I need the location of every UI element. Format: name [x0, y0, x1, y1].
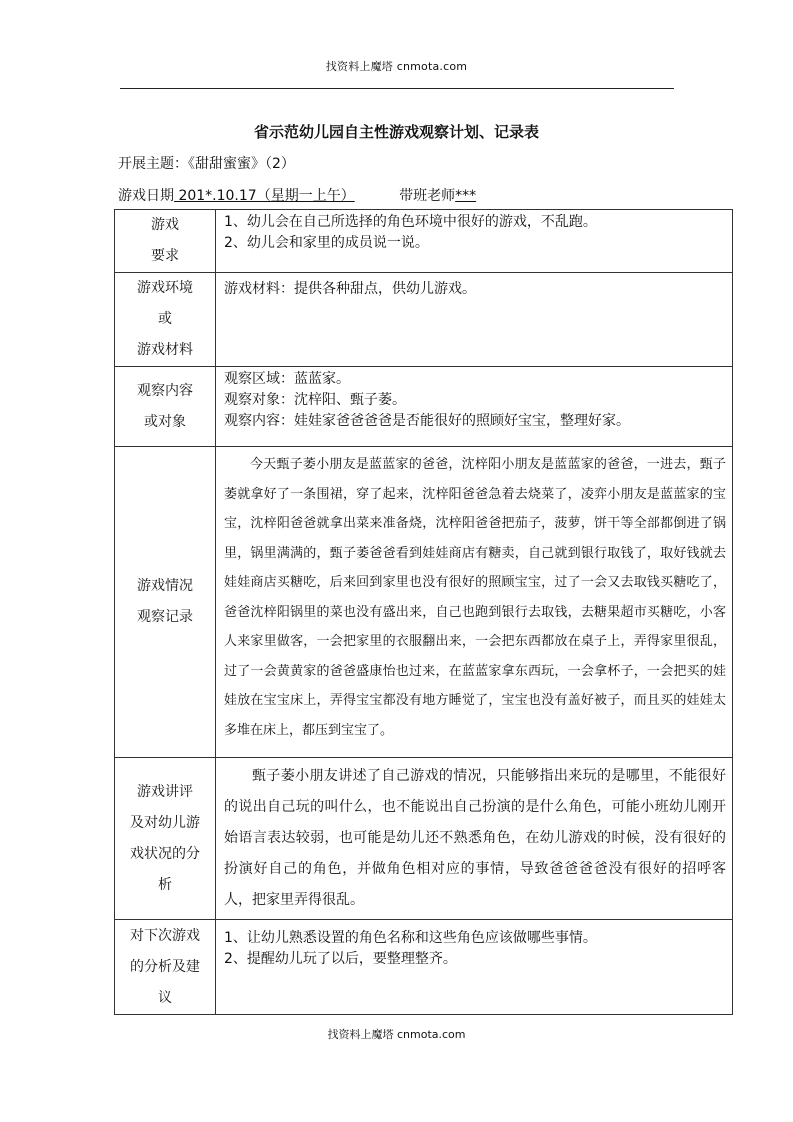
- theme-line: [118, 153, 295, 173]
- table-row-observation: [115, 367, 733, 447]
- document-title: 省示范幼儿园自主性游戏观察计划、记录表: [253, 123, 539, 141]
- observation-line: 观察内容：娃娃家爸爸爸爸是否能很好的照顾好宝宝，整理好家。: [224, 413, 630, 429]
- label-requirements: 游戏 要求: [115, 210, 216, 273]
- content-observation: [216, 367, 733, 447]
- environment-line: 游戏材料：提供各种甜点，供幼儿游戏。: [224, 281, 476, 297]
- label-observation: 观察内容 或对象: [115, 367, 216, 447]
- record-paragraph: 今天甄子萎小朋友是蓝蓝家的爸爸，沈梓阳小朋友是蓝蓝家的爸爸，一进去，甄子萎就拿好了一条围裙，穿了起来，沈梓阳爸爸急着去烧菜了，凌弈小朋友是蓝蓝家的宝宝，沈梓阳爸爸就拿出菜来准备烧，沈梓阳爸爸把茄子，菠萝，饼干等全部都倒进了锅里，锅里满满的，甄子萎爸爸看到娃娃商店有糖卖，自己就到银行取钱了，取好钱就去娃娃商店买糖吃，后来回到家里也没有很好的照顾宝宝，过了一会又去取钱买糖吃了，爸爸沈梓阳锅里的菜也没有盛出来，自己也跑到银行去取钱，去糖果超市买糖吃，小客人来家里做客，一会把家里的衣服翻出来，一会把东西都放在桌子上，弄得家里很乱，过了一会黄黄家的爸爸盛康怡也过来，在蓝蓝家拿东西玩，一会拿杯子，一会把买的娃娃放在宝宝床上，弄得宝宝都没有地方睡觉了，宝宝也没有盖好被子，而且买的娃娃太多堆在床上，都压到宝宝了。: [224, 457, 726, 738]
- next-line: 1、让幼儿熟悉设置的角色名称和这些角色应该做哪些事情。: [224, 930, 597, 946]
- header-divider: [120, 88, 674, 89]
- table-row-requirements: [115, 210, 733, 273]
- teacher-label: 带班老师: [399, 188, 456, 204]
- theme-value: 《甜甜蜜蜜》（2）: [188, 156, 295, 172]
- table-row-analysis: [115, 758, 733, 920]
- label-analysis: 游戏讲评 及对幼儿游 戏状况的分 析: [115, 758, 216, 920]
- requirement-line: 2、幼儿会和家里的成员说一说。: [224, 235, 429, 251]
- requirement-line: 1、幼儿会在自己所选择的角色环境中很好的游戏，不乱跑。: [224, 214, 597, 230]
- label-next: 对下次游戏 的分析及建 议: [115, 920, 216, 1015]
- analysis-paragraph: 甄子萎小朋友讲述了自己游戏的情况，只能够指出来玩的是哪里，不能很好的说出自己玩的叫什么，也不能说出自己扮演的是什么角色，可能小班幼儿刚开始语言表达较弱，也可能是幼儿还不熟悉角色，在幼儿游戏的时候，没有很好的扮演好自己的角色，并做角色相对应的事情，导致爸爸爸爸没有很好的招呼客人，把家里弄得很乱。: [224, 768, 726, 908]
- date-label: 游戏日期: [118, 188, 174, 204]
- theme-label: 开展主题：: [118, 156, 188, 172]
- table-row-environment: [115, 273, 733, 367]
- label-record: 游戏情况 观察记录: [115, 447, 216, 758]
- date-value: 201*.10.17（星期一上午）: [174, 188, 355, 204]
- page-header: 找资料上魔塔 cnmota.com: [325, 60, 468, 73]
- teacher-value: ***: [455, 188, 477, 204]
- page-footer: 找资料上魔塔 cnmota.com: [327, 1028, 466, 1041]
- content-next: [216, 920, 733, 1015]
- content-record: [216, 447, 733, 758]
- next-line: 2、提醒幼儿玩了以后，要整理整齐。: [224, 951, 457, 967]
- table-row-next: [115, 920, 733, 1015]
- observation-line: 观察对象：沈梓阳、甄子萎。: [224, 392, 406, 408]
- observation-line: 观察区域：蓝蓝家。: [224, 371, 350, 387]
- content-environment: [216, 273, 733, 367]
- label-environment: 游戏环境 或 游戏材料: [115, 273, 216, 367]
- table-row-record: [115, 447, 733, 758]
- observation-record-table: [114, 209, 733, 1015]
- content-analysis: [216, 758, 733, 920]
- content-requirements: [216, 210, 733, 273]
- date-line: [118, 185, 476, 205]
